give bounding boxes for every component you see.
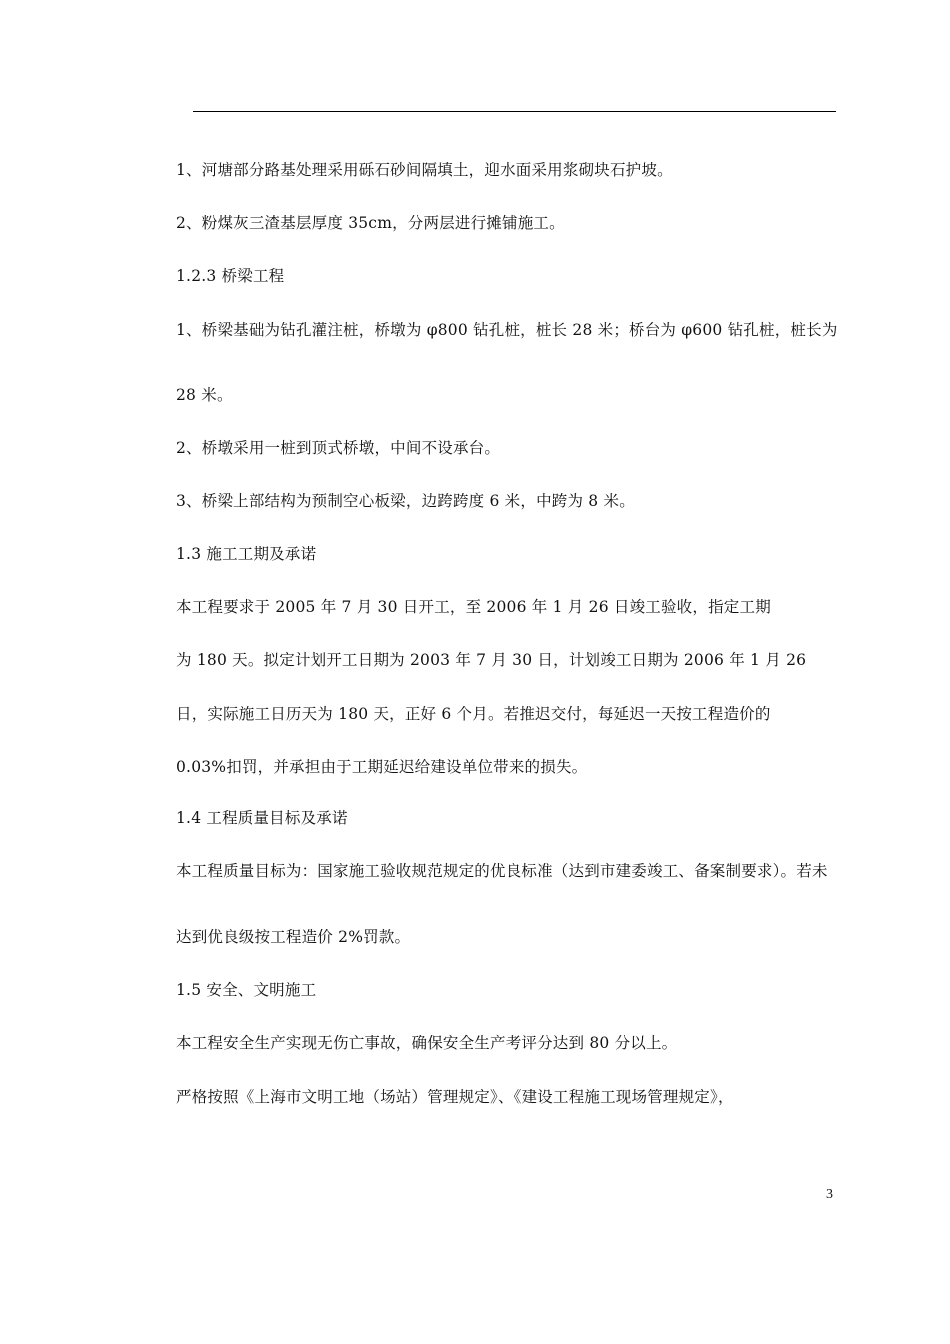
paragraph-line: 1、河塘部分路基处理采用砾石砂间隔填土，迎水面采用浆砌块石护坡。 <box>176 161 673 179</box>
paragraph-line: 0.03%扣罚，并承担由于工期延迟给建设单位带来的损失。 <box>176 758 588 776</box>
section-heading: 1.2.3 桥梁工程 <box>176 267 285 285</box>
paragraph-line: 达到优良级按工程造价 2%罚款。 <box>176 928 411 946</box>
section-heading: 1.4 工程质量目标及承诺 <box>176 809 348 827</box>
paragraph-line: 2、粉煤灰三渣基层厚度 35cm，分两层进行摊铺施工。 <box>176 214 565 232</box>
paragraph-line: 本工程质量目标为：国家施工验收规范规定的优良标准（达到市建委竣工、备案制要求）。若未 <box>176 862 828 880</box>
paragraph-line: 3、桥梁上部结构为预制空心板梁，边跨跨度 6 米，中跨为 8 米。 <box>176 492 635 510</box>
header-rule <box>193 111 836 112</box>
paragraph-line: 2、桥墩采用一桩到顶式桥墩，中间不设承台。 <box>176 439 501 457</box>
paragraph-line: 本工程要求于 2005 年 7 月 30 日开工，至 2006 年 1 月 26 日竣工验收，指定工期 <box>176 598 771 616</box>
page-number: 3 <box>826 1187 833 1202</box>
paragraph-line: 为 180 天。拟定计划开工日期为 2003 年 7 月 30 日，计划竣工日期为 2006 年 1 月 26 <box>176 651 807 669</box>
section-heading: 1.5 安全、文明施工 <box>176 981 317 999</box>
paragraph-line: 严格按照《上海市文明工地（场站）管理规定》、《建设工程施工现场管理规定》， <box>176 1088 734 1106</box>
paragraph-line: 28 米。 <box>176 386 233 404</box>
paragraph-line: 1、桥梁基础为钻孔灌注桩，桥墩为 φ800 钻孔桩，桩长 28 米；桥台为 φ600 钻孔桩，桩长为 <box>176 321 838 339</box>
section-heading: 1.3 施工工期及承诺 <box>176 545 317 563</box>
paragraph-line: 日，实际施工日历天为 180 天，正好 6 个月。若推迟交付，每延迟一天按工程造价的 <box>176 705 771 723</box>
paragraph-line: 本工程安全生产实现无伤亡事故，确保安全生产考评分达到 80 分以上。 <box>176 1034 678 1052</box>
